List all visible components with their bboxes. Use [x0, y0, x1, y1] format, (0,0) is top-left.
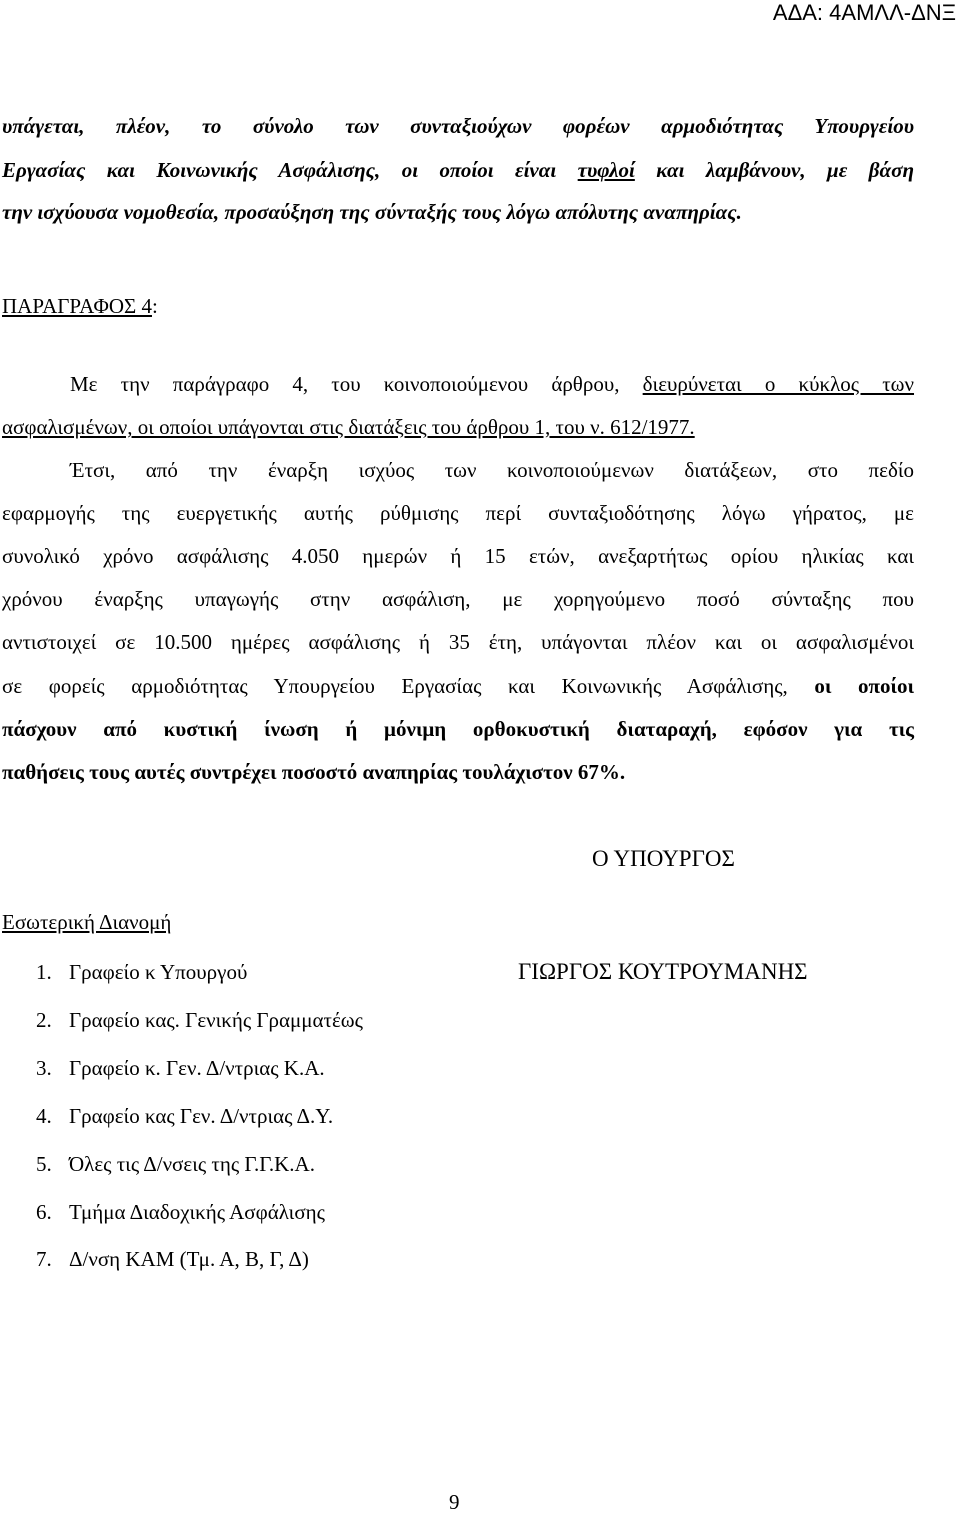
distribution-item: [36, 1197, 325, 1227]
distribution-item-text: Τμήμα Διαδοχικής Ασφάλισης: [69, 1200, 325, 1224]
minister-title: Ο ΥΠΟΥΡΓΟΣ: [592, 846, 735, 871]
paragraph-line-2: [2, 412, 695, 442]
paragraph-line-7: αντιστοιχεί σε 10.500 ημέρες ασφάλισης ή 35 έτη, υπάγονται πλέον και οι ασφαλισμένοι: [2, 630, 914, 654]
paragraph-line-9: πάσχουν από κυστική ίνωση ή μόνιμη ορθοκυστική διαταραχή, εφόσον για τις: [2, 717, 914, 741]
distribution-item-text: Δ/νση ΚΑΜ (Τμ. Α, Β, Γ, Δ): [69, 1247, 309, 1271]
distribution-item-text: Όλες τις Δ/νσεις της Γ.Γ.Κ.Α.: [69, 1152, 315, 1176]
distribution-item-text: Γραφείο κας. Γενικής Γραμματέως: [69, 1008, 363, 1032]
distribution-item: [36, 1005, 363, 1035]
ada-code: ΑΔΑ: 4ΑΜΛΛ-ΔΝΞ: [772, 0, 956, 25]
distribution-item-number: 5.: [36, 1152, 52, 1176]
paragraph-line-3: Έτσι, από την έναρξη ισχύος των κοινοποιούμενων διατάξεων, στο πεδίο: [70, 458, 914, 482]
paragraph-line-2-underlined: ασφαλισμένων, οι οποίοι υπάγονται στις διατάξεις του άρθρου 1, του ν. 612/1977.: [2, 415, 695, 439]
intro-line-2-end: και λαμβάνουν, με βάση: [634, 158, 914, 182]
distribution-item-number: 1.: [36, 960, 52, 984]
intro-line-3: την ισχύουσα νομοθεσία, προσαύξηση της σύνταξής τους λόγω απόλυτης αναπηρίας.: [2, 200, 742, 224]
paragraph-line-5: συνολικό χρόνο ασφάλισης 4.050 ημερών ή 15 ετών, ανεξαρτήτως ορίου ηλικίας και: [2, 544, 914, 568]
distribution-item: [36, 1244, 309, 1274]
distribution-item-text: Γραφείο κας Γεν. Δ/ντριας Δ.Υ.: [69, 1104, 334, 1128]
intro-line-2-start: Εργασίας και Κοινωνικής Ασφάλισης, οι οποίοι είναι: [2, 158, 578, 182]
distribution-item-number: 7.: [36, 1247, 52, 1271]
paragraph-line-1-underlined: διευρύνεται ο κύκλος των: [642, 372, 915, 396]
intro-line-2: [2, 155, 914, 185]
distribution-item-number: 3.: [36, 1056, 52, 1080]
distribution-heading: Εσωτερική Διανομή: [2, 910, 172, 934]
distribution-item-number: 2.: [36, 1008, 52, 1032]
section-heading: [2, 291, 158, 321]
section-heading-colon: :: [151, 294, 158, 318]
paragraph-line-10: παθήσεις τους αυτές συντρέχει ποσοστό αναπηρίας τουλάχιστον 67%.: [2, 760, 626, 784]
paragraph-line-1-start: Με την παράγραφο 4, του κοινοποιούμενου άρθρου,: [70, 372, 643, 396]
paragraph-line-6: χρόνου έναρξης υπαγωγής στην ασφάλιση, με χορηγούμενο ποσό σύνταξης που: [2, 587, 914, 611]
paragraph-line-8: [2, 671, 914, 701]
underlined-term-blind: τυφλοί: [577, 158, 635, 182]
distribution-item-number: 4.: [36, 1104, 52, 1128]
distribution-item: [36, 1149, 315, 1179]
distribution-item-text: Γραφείο κ. Γεν. Δ/ντριας Κ.Α.: [69, 1056, 325, 1080]
distribution-item: [36, 1101, 333, 1131]
paragraph-line-8-normal: σε φορείς αρμοδιότητας Υπουργείου Εργασίας και Κοινωνικής Ασφάλισης,: [2, 674, 815, 698]
paragraph-line-4: εφαρμογής της ευεργετικής αυτής ρύθμισης περί συνταξιοδότησης λόγω γήρατος, με: [2, 501, 914, 525]
page-number: 9: [449, 1490, 460, 1514]
paragraph-line-1: [70, 369, 914, 399]
minister-name: ΓΙΩΡΓΟΣ ΚΟΥΤΡΟΥΜΑΝΗΣ: [518, 959, 808, 984]
intro-line-1: υπάγεται, πλέον, το σύνολο των συνταξιούχων φορέων αρμοδιότητας Υπουργείου: [2, 114, 914, 138]
paragraph-line-8-bold: οι οποίοι: [814, 674, 914, 698]
distribution-item: [36, 957, 247, 987]
distribution-item-number: 6.: [36, 1200, 52, 1224]
section-heading-text: ΠΑΡΑΓΡΑΦΟΣ 4: [2, 294, 152, 318]
distribution-item: [36, 1053, 325, 1083]
distribution-item-text: Γραφείο κ Υπουργού: [69, 960, 248, 984]
